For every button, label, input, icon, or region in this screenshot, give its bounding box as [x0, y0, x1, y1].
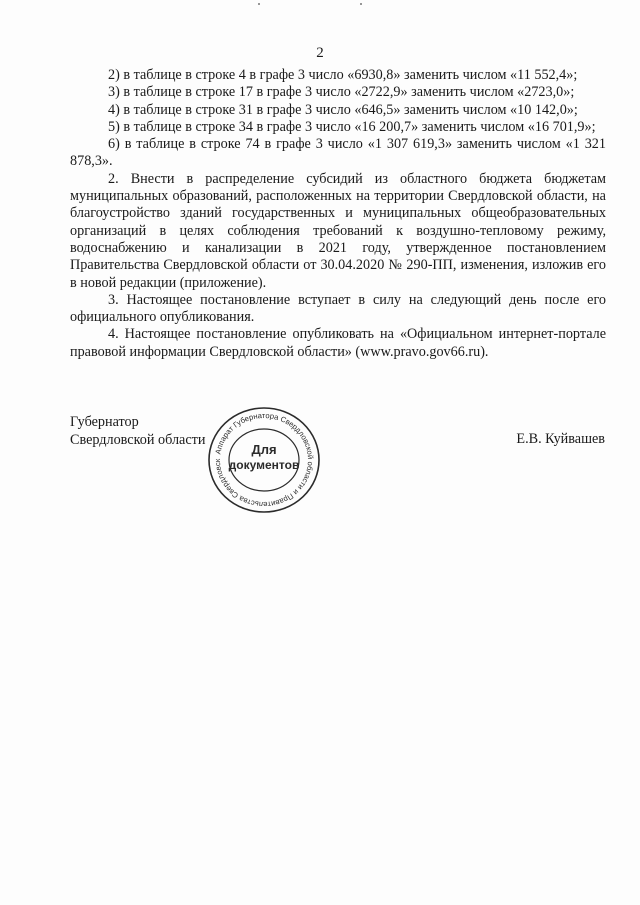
paragraph-clause-2: 2. Внести в распределение субсидий из областного бюджета бюджетам муниципальных образований, расположенных на территории Свердловской области, на благоустройство зданий государственных и муниципальных общеобразовательных организаций в целях соблюдения требований к воздушно-тепловому режиму, водоснабжению и канализации в 2021 году, утвержденное постановлением Правительства Свердловской области от 30.04.2020 № 290-ПП, изменения, изложив его в новой редакции (приложение).: [70, 170, 606, 291]
paragraph-item-5: 5) в таблице в строке 34 в графе 3 число «16 200,7» заменить числом «16 701,9»;: [108, 118, 596, 135]
paragraph-clause-3: 3. Настоящее постановление вступает в силу на следующий день после его официального опубликования.: [70, 291, 606, 326]
official-stamp: [206, 405, 322, 515]
paragraph-item-4: 4) в таблице в строке 31 в графе 3 число «646,5» заменить числом «10 142,0»;: [108, 101, 578, 118]
page-number: 2: [316, 45, 324, 61]
paragraph-clause-4: 4. Настоящее постановление опубликовать на «Официальном интернет-портале правовой информации Свердловской области» (www.pravo.gov66.ru).: [70, 326, 606, 360]
scan-speck: [360, 3, 362, 5]
signatory-title: [70, 414, 205, 449]
signatory-name: Е.В. Куйвашев: [516, 431, 605, 447]
stamp-center-line2: документов: [228, 458, 300, 472]
document-body: [70, 67, 606, 361]
paragraph-item-6: 6) в таблице в строке 74 в графе 3 число «1 307 619,3» заменить числом «1 321 878,3».: [70, 136, 606, 170]
signatory-title-line1: Губернатор: [70, 414, 139, 430]
stamp-svg: [206, 405, 322, 515]
scan-speck: [258, 3, 260, 5]
paragraph-item-2: 2) в таблице в строке 4 в графе 3 число «6930,8» заменить числом «11 552,4»;: [108, 67, 578, 83]
paragraph-item-3: 3) в таблице в строке 17 в графе 3 число «2722,9» заменить числом «2723,0»;: [108, 84, 575, 101]
stamp-ring-textpath: Аппарат Губернатора Свердловской области и Правительства Свердловск: [212, 410, 316, 510]
signatory-title-line2: Свердловской области: [70, 431, 206, 448]
stamp-center-line1: Для: [251, 442, 277, 457]
